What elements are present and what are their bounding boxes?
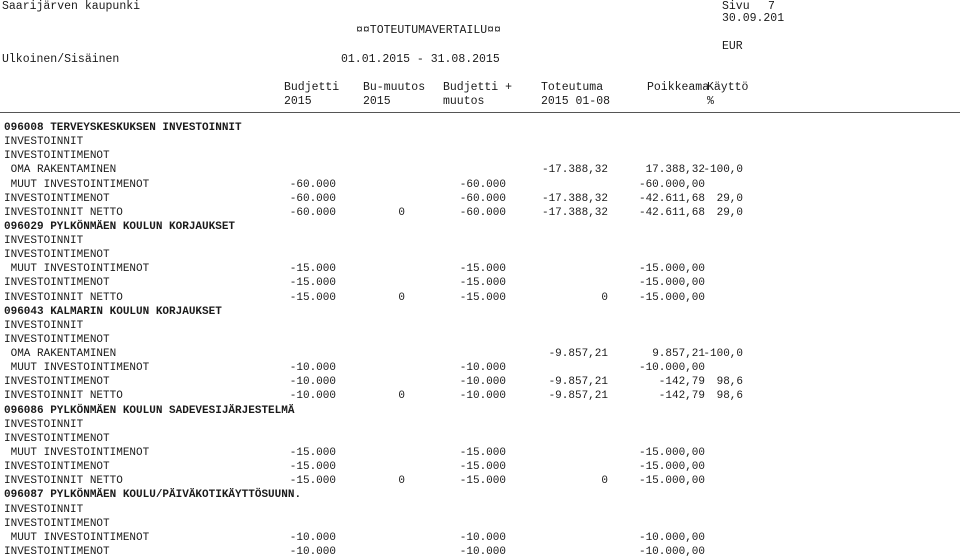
row-label: INVESTOINTIMENOT [4, 192, 110, 205]
row-budjetti-plus: -60.000 [459, 178, 506, 191]
row-budjetti-plus: -15.000 [459, 475, 506, 488]
row-toteutuma: -17.388,32 [541, 206, 608, 219]
row-label: MUUT INVESTOINTIMENOT [4, 263, 150, 276]
table-row [0, 291, 960, 305]
row-budjetti: -10.000 [289, 362, 336, 375]
row-kaytto: 98,6 [716, 390, 743, 403]
row-label: INVESTOINTIMENOT [4, 376, 110, 389]
section-header-row [0, 488, 960, 502]
row-label: 096008 TERVEYSKESKUKSEN INVESTOINNIT [4, 122, 242, 134]
row-toteutuma: 0 [601, 475, 608, 488]
table-row [0, 319, 960, 333]
table-row [0, 361, 960, 375]
col-toteutuma-line1: Toteutuma [541, 81, 604, 94]
row-budjetti: -15.000 [289, 446, 336, 459]
row-muutos: 0 [398, 206, 405, 219]
row-label: 096087 PYLKÖNMÄEN KOULU/PÄIVÄKOTIKÄYTTÖSUUNN. [4, 489, 302, 502]
row-budjetti-plus: -60.000 [459, 192, 506, 205]
row-poikkeama: -15.000,00 [638, 291, 705, 304]
row-budjetti: -15.000 [289, 263, 336, 276]
table-row [0, 460, 960, 474]
table-row [0, 234, 960, 248]
row-poikkeama: -15.000,00 [638, 475, 705, 488]
row-budjetti-plus: -15.000 [459, 446, 506, 459]
row-poikkeama: -60.000,00 [638, 178, 705, 191]
row-budjetti-plus: -10.000 [459, 390, 506, 403]
row-kaytto: -100,0 [703, 348, 743, 361]
table-row [0, 333, 960, 347]
page-label: Sivu [722, 0, 750, 13]
scope-label: Ulkoinen/Sisäinen [2, 53, 120, 66]
row-label: INVESTOINTIMENOT [4, 249, 110, 262]
row-muutos: 0 [398, 390, 405, 403]
table-row [0, 418, 960, 432]
row-budjetti: -15.000 [289, 475, 336, 488]
col-budjetti-line1: Budjetti [284, 81, 340, 94]
row-kaytto: 29,0 [716, 192, 743, 205]
report-period: 01.01.2015 - 31.08.2015 [341, 53, 500, 66]
section-header-row [0, 121, 960, 135]
table-row [0, 135, 960, 149]
row-label: INVESTOINNIT [4, 136, 84, 149]
row-budjetti-plus: -60.000 [459, 206, 506, 219]
row-label: INVESTOINNIT [4, 418, 84, 431]
row-label: INVESTOINTIMENOT [4, 150, 110, 163]
row-budjetti: -10.000 [289, 545, 336, 558]
row-budjetti: -10.000 [289, 376, 336, 389]
row-budjetti: -60.000 [289, 192, 336, 205]
row-kaytto: -100,0 [703, 164, 743, 177]
row-label: INVESTOINTIMENOT [4, 517, 110, 530]
col-budjetti-plus-line2: muutos [443, 95, 485, 108]
section-header-row [0, 305, 960, 319]
row-budjetti-plus: -15.000 [459, 461, 506, 474]
section-header-row [0, 404, 960, 418]
col-toteutuma-line2: 2015 01-08 [541, 95, 611, 108]
row-poikkeama: -15.000,00 [638, 277, 705, 290]
row-muutos: 0 [398, 475, 405, 488]
row-label: INVESTOINTIMENOT [4, 277, 110, 290]
row-muutos: 0 [398, 291, 405, 304]
row-budjetti: -10.000 [289, 531, 336, 544]
table-row [0, 149, 960, 163]
row-label: INVESTOINNIT [4, 235, 84, 248]
row-poikkeama: -42.611,68 [638, 206, 705, 219]
row-budjetti: -60.000 [289, 178, 336, 191]
row-poikkeama: 9.857,21 [652, 348, 705, 361]
row-label: 096086 PYLKÖNMÄEN KOULUN SADEVESIJÄRJESTELMÄ [4, 404, 295, 417]
row-toteutuma: -17.388,32 [541, 164, 608, 177]
row-label: 096029 PYLKÖNMÄEN KOULUN KORJAUKSET [4, 220, 236, 233]
row-label: INVESTOINTIMENOT [4, 333, 110, 346]
row-poikkeama: -42.611,68 [638, 192, 705, 205]
row-label: OMA RAKENTAMINEN [4, 164, 117, 177]
table-row [0, 545, 960, 559]
row-poikkeama: -10.000,00 [638, 531, 705, 544]
row-budjetti-plus: -10.000 [459, 545, 506, 558]
row-label: INVESTOINNIT [4, 503, 84, 516]
row-poikkeama: -142,79 [658, 376, 705, 389]
table-row [0, 446, 960, 460]
table-row [0, 276, 960, 290]
col-poikkeama: Poikkeama [647, 81, 710, 94]
table-row [0, 163, 960, 177]
row-toteutuma: 0 [601, 291, 608, 304]
col-budjetti-plus-line1: Budjetti + [443, 81, 513, 94]
row-label: OMA RAKENTAMINEN [4, 348, 117, 361]
row-label: INVESTOINTIMENOT [4, 432, 110, 445]
row-label: MUUT INVESTOINTIMENOT [4, 362, 150, 375]
report-date: 30.09.201 [722, 12, 785, 25]
row-budjetti: -15.000 [289, 277, 336, 290]
row-label: INVESTOINTIMENOT [4, 545, 110, 558]
row-label: INVESTOINNIT NETTO [4, 390, 123, 403]
table-row [0, 474, 960, 488]
row-label: INVESTOINNIT [4, 319, 84, 332]
row-budjetti: -10.000 [289, 390, 336, 403]
row-toteutuma: -9.857,21 [548, 348, 608, 361]
table-row [0, 432, 960, 446]
row-budjetti: -60.000 [289, 206, 336, 219]
table-row [0, 178, 960, 192]
col-budjetti-line2: 2015 [284, 95, 312, 108]
row-budjetti-plus: -15.000 [459, 291, 506, 304]
report-title: ¤¤TOTEUTUMAVERTAILU¤¤ [356, 24, 501, 37]
table-row [0, 192, 960, 206]
table-row [0, 503, 960, 517]
row-toteutuma: -9.857,21 [548, 390, 608, 403]
row-label: MUUT INVESTOINTIMENOT [4, 446, 150, 459]
row-label: INVESTOINNIT NETTO [4, 291, 123, 304]
row-poikkeama: -15.000,00 [638, 461, 705, 474]
row-label: INVESTOINTIMENOT [4, 461, 110, 474]
col-muutos-line2: 2015 [363, 95, 391, 108]
row-budjetti: -15.000 [289, 461, 336, 474]
row-poikkeama: -10.000,00 [638, 545, 705, 558]
section-header-row [0, 220, 960, 234]
row-poikkeama: -10.000,00 [638, 362, 705, 375]
org-name: Saarijärven kaupunki [2, 0, 141, 13]
row-label: INVESTOINNIT NETTO [4, 206, 123, 219]
col-kaytto-line1: Käyttö [707, 81, 749, 94]
row-toteutuma: -9.857,21 [548, 376, 608, 389]
row-label: 096043 KALMARIN KOULUN KORJAUKSET [4, 305, 222, 318]
row-poikkeama: 17.388,32 [645, 164, 705, 177]
row-budjetti-plus: -10.000 [459, 376, 506, 389]
row-budjetti-plus: -15.000 [459, 277, 506, 290]
row-kaytto: 98,6 [716, 376, 743, 389]
row-poikkeama: -15.000,00 [638, 263, 705, 276]
table-row [0, 262, 960, 276]
row-budjetti-plus: -10.000 [459, 362, 506, 375]
table-row [0, 389, 960, 403]
row-toteutuma: -17.388,32 [541, 192, 608, 205]
table-row [0, 517, 960, 531]
row-kaytto: 29,0 [716, 206, 743, 219]
row-label: INVESTOINNIT NETTO [4, 475, 123, 488]
table-row [0, 347, 960, 361]
row-poikkeama: -142,79 [658, 390, 705, 403]
col-muutos-line1: Bu-muutos [363, 81, 426, 94]
header-divider [0, 112, 960, 113]
page-number: 7 [768, 0, 775, 13]
col-kaytto-line2: % [707, 95, 714, 108]
row-budjetti-plus: -15.000 [459, 263, 506, 276]
currency-label: EUR [722, 40, 743, 53]
row-budjetti-plus: -10.000 [459, 531, 506, 544]
table-row [0, 248, 960, 262]
row-budjetti: -15.000 [289, 291, 336, 304]
row-poikkeama: -15.000,00 [638, 446, 705, 459]
row-label: MUUT INVESTOINTIMENOT [4, 531, 150, 544]
table-row [0, 375, 960, 389]
table-row [0, 206, 960, 220]
row-label: MUUT INVESTOINTIMENOT [4, 178, 150, 191]
